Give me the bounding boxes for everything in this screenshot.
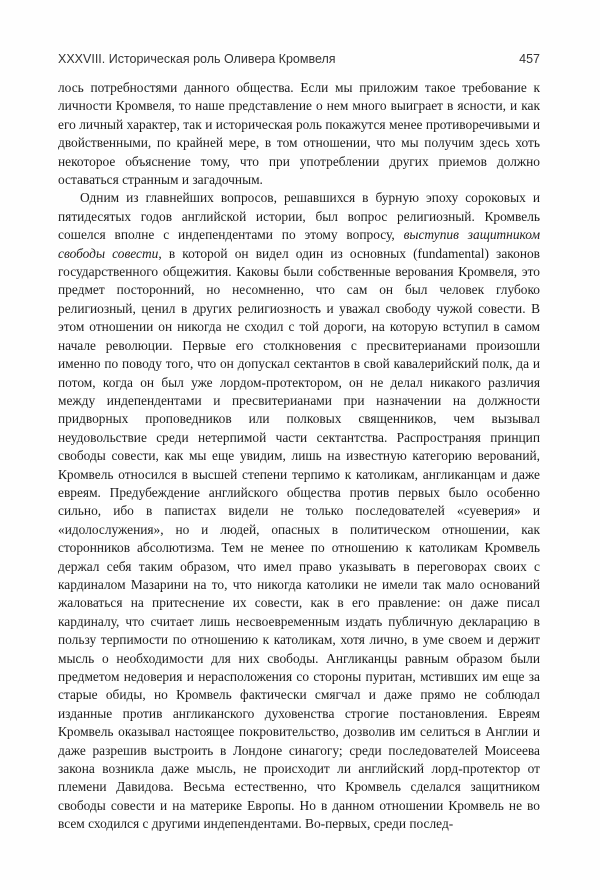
- running-header: [58, 52, 540, 70]
- italic-phrase: выступив защитником свободы совести: [58, 227, 541, 261]
- chapter-title: XXXVIII. Историческая роль Оливера Кромвеля: [58, 52, 336, 66]
- page-number: 457: [519, 52, 540, 66]
- paragraph-continuation: [58, 79, 540, 189]
- paragraph-text: лось потребностями данного общества. Если мы приложим такое требование к личности Кромвеля, то наше представление о нем много выиграет в ясности, и как его личный характер, так и историческая роль покажутся менее противоречивыми и двойственными, по крайней мере, в том отношении, что мы получим здесь хоть некоторое объяснение тому, что при употреблении других приемов должно оставаться странным и загадочным.: [58, 80, 540, 188]
- page-body: [58, 79, 540, 834]
- paragraph-text-after: , в которой он видел один из основных (fundamental) законов государственного общежития. Каковы были собственные верования Кромвеля, это предмет посторонний, но несомненно, что сам он был человек глубоко религиозный, ценил в других религиозность и уважал свободу чужой совести. В этом отношении он никогда не сходил с той дороги, на которую вступил в самом начале революции. Первые его столкновения с пресвитерианами произошли именно по поводу того, что он допускал сектантов в свой кавалерийский полк, да и потом, когда он был уже лордом-протектором, он не делал никакого различия между индепендентами и пресвитерианами при назначении на должности придворных проповедников или полковых священников, чем вызывал неудовольствие среди нетерпимой части сектантства. Распространяя принцип свободы совести, как мы еще увидим, лишь на известную категорию верований, Кромвель относился в высшей степени терпимо к католикам, англиканцам и даже евреям. Предубеждение английского общества против первых было особенно сильно, ибо в папистах видели не только последователей «суеверия» и «идолослужения», но и людей, опасных в политическом отношении, как сторонников абсолютизма. Тем не менее по отношению к католикам Кромвель держал себя таким образом, что имел право указывать в переговорах своих с кардиналом Мазарини на то, что никогда католики не имели так мало оснований жаловаться на притеснение их совести, как в его правление: он даже писал кардиналу, что считает лишь несвоевременным издать публичную декларацию в пользу терпимости по отношению к католикам, хотя лично, в уме своем и держит мысль о необходимости для них свободы. Англиканцы равным образом были предметом недоверия и нерасположения со стороны пуритан, мстивших им еще за старые обиды, но Кромвель фактически смягчал и даже прямо не соблюдал изданные против англиканского духовенства строгие постановления. Евреям Кромвель оказывал настоящее покровительство, дозволив им селиться в Англии и даже разрешив выстроить в Лондоне синагогу; среди последователей Моисеева закона возникла даже мысль, не происходит ли английский лорд-протектор от племени Давидова. Весьма естественно, что Кромвель сделался защитником свободы совести и на материке Европы. Но в данном отношении Кромвель не во всем сходился с другими индепендентами. Во-первых, среди послед-: [58, 245, 540, 832]
- paragraph-text-before: Одним из главнейших вопросов, решавшихся в бурную эпоху сороковых и пятидесятых годов английской истории, был вопрос религиозный. Кромвель сошелся вполне с индепендентами по этому вопросу,: [58, 190, 540, 243]
- paragraph-religion: [58, 189, 540, 833]
